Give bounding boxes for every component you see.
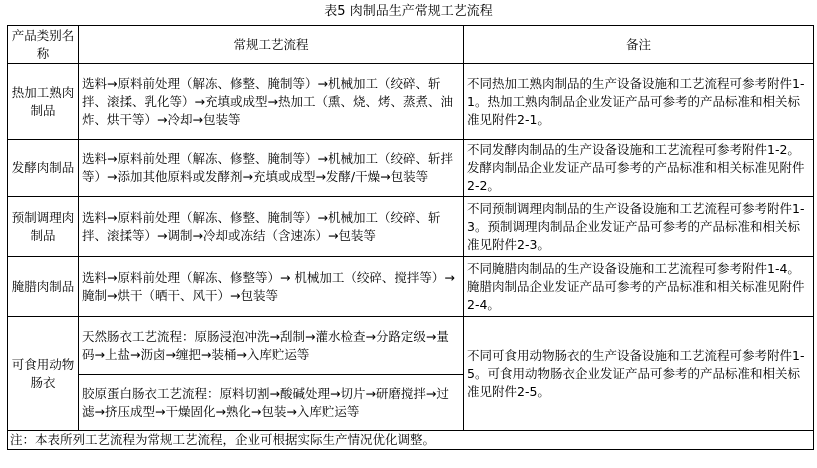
header-process: 常规工艺流程 [79,26,464,64]
process-cell: 选料→原料前处理（解冻、修整等）→ 机械加工（绞碎、搅拌等）→腌制→烘干（晒干、风干）→包装等 [79,257,464,317]
remark-cell: 不同腌腊肉制品的生产设备设施和工艺流程可参考附件1-4。腌腊肉制品企业发证产品可参考的产品标准和相关标准见附件2-4。 [464,257,814,317]
process-cell: 选料→原料前处理（解冻、修整、腌制等）→机械加工（绞碎、斩拌、滚揉、乳化等）→充填或成型→热加工（熏、烧、烤、蒸煮、油炸、烘干等）→冷却→包装等 [79,64,464,140]
process-cell: 选料→原料前处理（解冻、修整、腌制等）→机械加工（绞碎、斩拌等）→添加其他原料或发酵剂→充填或成型→发酵/干燥→包装等 [79,140,464,197]
category-cell: 腌腊肉制品 [8,257,79,317]
remark-cell: 不同发酵肉制品的生产设备设施和工艺流程可参考附件1-2。发酵肉制品企业发证产品可参考的产品标准和相关标准见附件2-2。 [464,140,814,197]
table-row [8,257,814,317]
remark-cell: 不同可食用动物肠衣的生产设备设施和工艺流程可参考附件1-5。可食用动物肠衣企业发证产品可参考的产品标准和相关标准见附件2-5。 [464,317,814,431]
header-row [8,26,814,64]
category-cell: 可食用动物肠衣 [8,317,79,431]
footnote: 注：本表所列工艺流程为常规工艺流程，企业可根据实际生产情况优化调整。 [8,431,814,450]
table-row [8,317,814,375]
remark-cell: 不同热加工熟肉制品的生产设备设施和工艺流程可参考附件1-1。热加工熟肉制品企业发证产品可参考的产品标准和相关标准见附件2-1。 [464,64,814,140]
process-cell: 胶原蛋白肠衣工艺流程：原料切割→酸碱处理→切片→研磨搅拌→过滤→挤压成型→干燥固化→熟化→包装→入库贮运等 [79,375,464,431]
header-category: 产品类别名称 [8,26,79,64]
table-row [8,197,814,257]
process-cell: 天然肠衣工艺流程：原肠浸泡冲洗→刮制→灌水检查→分路定级→量码→上盐→沥卤→缠把→装桶→入库贮运等 [79,317,464,375]
process-table [7,25,814,450]
footnote-row [8,431,814,450]
table-title: 表5 肉制品生产常规工艺流程 [324,4,493,19]
remark-cell: 不同预制调理肉制品的生产设备设施和工艺流程可参考附件1-3。预制调理肉制品企业发证产品可参考的产品标准和相关标准见附件2-3。 [464,197,814,257]
category-cell: 热加工熟肉制品 [8,64,79,140]
category-cell: 发酵肉制品 [8,140,79,197]
process-cell: 选料→原料前处理（解冻、修整、腌制等）→机械加工（绞碎、斩拌、滚揉等）→调制→冷却或冻结（含速冻）→包装等 [79,197,464,257]
category-cell: 预制调理肉制品 [8,197,79,257]
table-row [8,140,814,197]
table-row [8,64,814,140]
header-remark: 备注 [464,26,814,64]
